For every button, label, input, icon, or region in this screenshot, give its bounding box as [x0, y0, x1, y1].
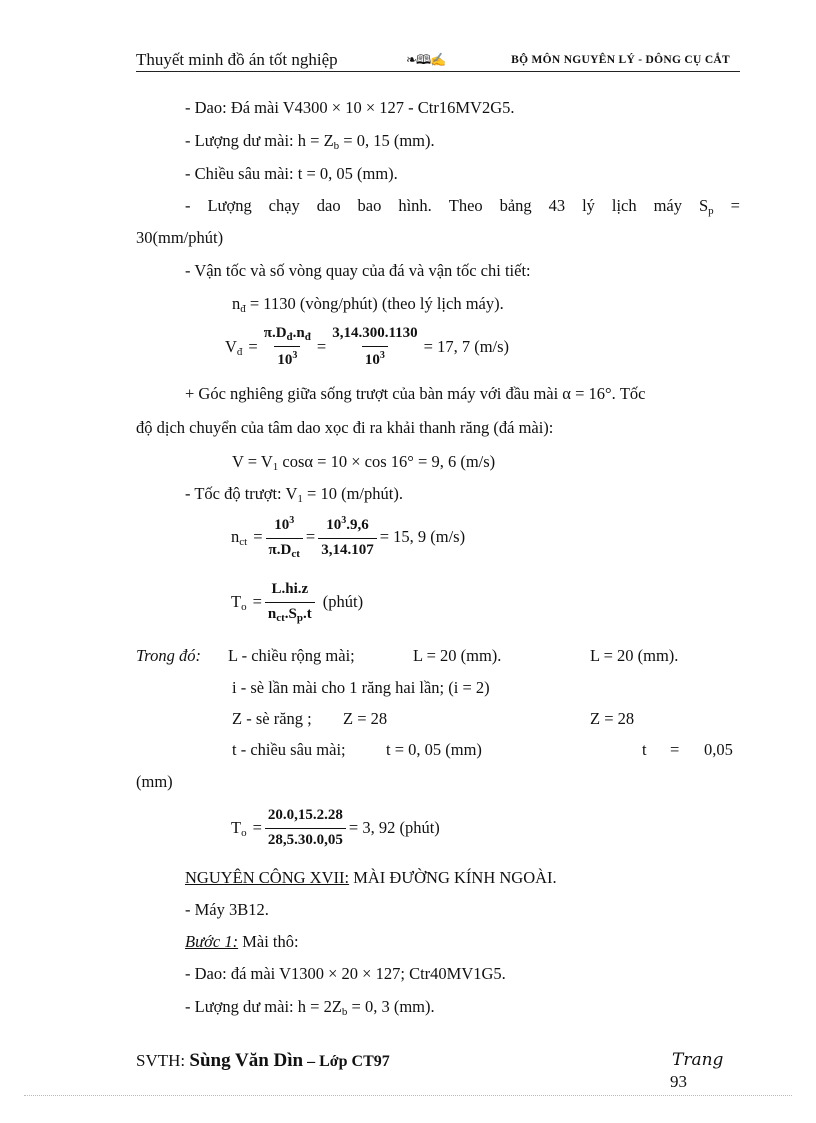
line-buoc-1: Bước 1: Mài thô:	[185, 932, 299, 951]
page-number: 93	[670, 1072, 687, 1091]
def-t: t - chiều sâu mài;	[232, 740, 346, 759]
student-name: Sùng Văn Dìn	[189, 1050, 304, 1071]
footer-student: SVTH: Sùng Văn Dìn – Lớp CT97	[136, 1050, 390, 1071]
label-trong-do: Trong đó:	[136, 646, 201, 665]
header-rule	[136, 71, 740, 72]
def-l-value: L = 20 (mm).	[413, 646, 502, 665]
def-t-equals: =	[670, 740, 680, 759]
line-toc-do-truot: - Tốc độ trượt: $V_1 = 10$ (m/phút).	[185, 484, 403, 505]
line-luong-chay-dao: - Lượng chạy dao bao hình. Theo bảng 43 lý lịch máy $S_p$ =	[185, 196, 740, 217]
line-v-equation: $V = V_1$ cosα = 10 × cos 16° = 9, 6 (m/s)	[232, 452, 496, 473]
def-t-unit: (mm)	[136, 772, 173, 791]
line-chieu-sau: - Chiều sâu mài: t = 0, 05 (mm).	[185, 164, 398, 183]
equation-nct: $n_{ct}$ = $\frac{10^3}{\pi.D_{ct}}$ = $\frac{10^3.9,6}{3,14.107}$ = 15, 9 (m/s)	[231, 515, 466, 560]
equation-to: $T_o$ = $\frac{L.hi.z}{n_{ct}.S_p.t}$ (phút)	[231, 581, 364, 624]
fraction: $\frac{20.0,15.2.28}{28,5.30.0,05}$	[265, 806, 346, 850]
line-goc-nghieng: + Góc nghiêng giữa sống trượt của bàn máy với đầu mài α = 16°. Tốc	[185, 384, 646, 403]
fraction: $\frac{3,14.300.1130}{10^3}$	[329, 324, 420, 370]
line-toc-do-dich-chuyen: độ dịch chuyển của tâm dao xọc đi ra khải thanh răng (đá mài):	[136, 418, 554, 437]
def-z-value-2: Z = 28	[590, 709, 635, 728]
def-z: Z - sè răng ;	[232, 709, 312, 728]
line-may: - Máy 3B12.	[185, 900, 269, 919]
fraction: $\frac{10^3.9,6}{3,14.107}$	[318, 514, 377, 560]
def-t-value: t = 0, 05 (mm)	[386, 740, 482, 759]
header-ornament-icon: ❧🕮✍	[406, 52, 446, 67]
equation-vd: $V_đ$ = $\frac{\pi.D_đ.n_đ}{10^3}$ = $\frac{3,14.300.1130}{10^3}$ = 17, 7 (m/s)	[222, 324, 512, 371]
section-nguyen-cong: NGUYÊN CÔNG XVII: MÀI ĐƯỜNG KÍNH NGOÀI.	[185, 868, 557, 887]
def-t-symbol: t	[642, 740, 647, 759]
def-l: L - chiều rộng mài;	[228, 646, 355, 665]
line-luong-du-2: - Lượng dư mài: $h = 2Z_b = 0$, 3 (mm).	[185, 997, 435, 1018]
fraction: $\frac{\pi.D_đ.n_đ}{10^3}$	[261, 324, 314, 371]
header-title: Thuyết minh đồ án tốt nghiệp	[136, 50, 338, 69]
def-i: i - sè lần mài cho 1 răng hai lần; (i = 2)	[232, 678, 490, 697]
line-van-toc: - Vận tốc và số vòng quay của đá và vận tốc chi tiết:	[185, 261, 531, 280]
line-nd: $n_đ = 1130$ (vòng/phút) (theo lý lịch máy).	[232, 294, 504, 315]
line-luong-du: - Lượng dư mài: $h = Z_b = 0$, 15 (mm).	[185, 131, 435, 152]
header-department: BỘ MÔN NGUYÊN LÝ - DÔNG CỤ CẮT	[511, 54, 730, 66]
line-dao-2: - Dao: đá mài V1300 × 20 × 127; Ctr40MV1G5.	[185, 964, 506, 983]
line-dao: - Dao: Đá mài V4300 × 10 × 127 - Ctr16MV2G5.	[185, 98, 515, 117]
footer-trang-label: Trang	[672, 1050, 724, 1070]
equation-to-result: $T_o$ = $\frac{20.0,15.2.28}{28,5.30.0,05}$ = 3, 92 (phút)	[228, 806, 443, 850]
fraction: $\frac{L.hi.z}{n_{ct}.S_p.t}$	[265, 580, 315, 625]
fraction: $\frac{10^3}{\pi.D_{ct}}$	[266, 514, 303, 561]
line-30mm: 30(mm/phút)	[136, 228, 224, 247]
page-header	[136, 48, 740, 72]
def-l-value-2: L = 20 (mm).	[590, 646, 679, 665]
def-t-value-2: 0,05	[704, 740, 733, 759]
def-z-value: Z = 28	[343, 709, 388, 728]
page-bottom-divider	[24, 1095, 792, 1096]
